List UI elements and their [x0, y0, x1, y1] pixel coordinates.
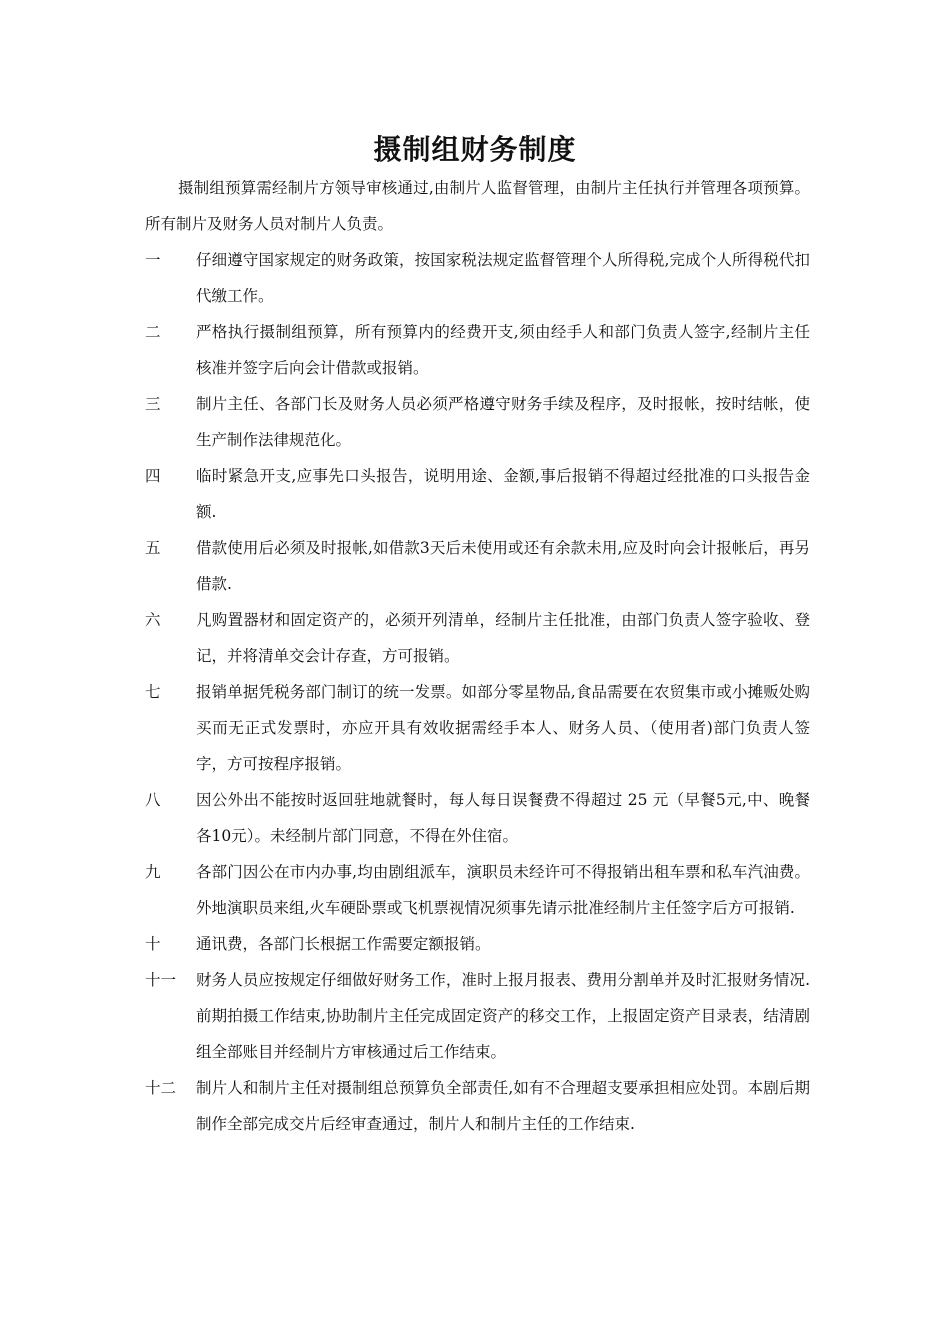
rule-text: 借款使用后必须及时报帐,如借款3天后未使用或还有余款未用,应及时向会计报帐后，再另借款. — [196, 539, 810, 593]
rule-text: 制片人和制片主任对摄制组总预算负全部责任,如有不合理超支要承担相应处罚。本剧后期制作全部完成交片后经审查通过，制片人和制片主任的工作结束. — [196, 1079, 810, 1133]
rule-text: 严格执行摄制组预算，所有预算内的经费开支,须由经手人和部门负责人签字,经制片主任核准并签字后向会计借款或报销。 — [196, 323, 810, 377]
rule-item-8 — [145, 782, 810, 854]
rule-item-11 — [145, 962, 810, 1070]
rule-text: 因公外出不能按时返回驻地就餐时，每人每日误餐费不得超过 25 元（早餐5元,中、晚餐各10元）。未经制片部门同意，不得在外住宿。 — [196, 791, 810, 845]
rule-text: 报销单据凭税务部门制订的统一发票。如部分零星物品,食品需要在农贸集市或小摊贩处购买而无正式发票时，亦应开具有效收据需经手本人、财务人员、（使用者)部门负责人签字，方可按程序报销。 — [196, 683, 810, 773]
rule-text: 仔细遵守国家规定的财务政策，按国家税法规定监督管理个人所得税,完成个人所得税代扣代缴工作。 — [196, 251, 810, 305]
rule-item-7 — [145, 674, 810, 782]
rule-number: 十 — [145, 935, 161, 953]
rule-item-9 — [145, 854, 810, 926]
rule-number: 四 — [145, 467, 161, 485]
document-title: 摄制组财务制度 — [373, 133, 577, 166]
rule-number: 六 — [145, 611, 161, 629]
rule-item-4 — [145, 458, 810, 530]
rule-item-3 — [145, 386, 810, 458]
rules-list — [145, 242, 810, 1142]
rule-number: 三 — [145, 395, 161, 413]
rule-text: 各部门因公在市内办事,均由剧组派车，演职员未经许可不得报销出租车票和私车汽油费。外地演职员来组,火车硬卧票或飞机票视情况须事先请示批准经制片主任签字后方可报销. — [196, 863, 810, 917]
rule-text: 临时紧急开支,应事先口头报告，说明用途、金额,事后报销不得超过经批准的口头报告金额. — [196, 467, 810, 521]
rule-number: 五 — [145, 539, 161, 557]
rule-text: 财务人员应按规定仔细做好财务工作，准时上报月报表、费用分割单并及时汇报财务情况.前期拍摄工作结束,协助制片主任完成固定资产的移交工作，上报固定资产目录表，结清剧组全部账目并经制片方审核通过后工作结束。 — [196, 971, 810, 1061]
rule-item-12 — [145, 1070, 810, 1142]
rule-number: 七 — [145, 683, 161, 701]
rule-number: 二 — [145, 323, 161, 341]
rule-item-6 — [145, 602, 810, 674]
rule-number: 十一 — [145, 971, 177, 989]
rule-text: 制片主任、各部门长及财务人员必须严格遵守财务手续及程序，及时报帐，按时结帐，使生产制作法律规范化。 — [196, 395, 810, 449]
rule-number: 一 — [145, 251, 161, 269]
intro-paragraph: 摄制组预算需经制片方领导审核通过,由制片人监督管理，由制片主任执行并管理各项预算。所有制片及财务人员对制片人负责。 — [145, 179, 810, 233]
rule-text: 通讯费，各部门长根据工作需要定额报销。 — [196, 935, 491, 953]
rule-item-10 — [145, 926, 810, 962]
rule-text: 凡购置器材和固定资产的，必须开列清单，经制片主任批准，由部门负责人签字验收、登记，并将清单交会计存查，方可报销。 — [196, 611, 810, 665]
rule-item-1 — [145, 242, 810, 314]
rule-item-2 — [145, 314, 810, 386]
rule-number: 九 — [145, 863, 161, 881]
rule-item-5 — [145, 530, 810, 602]
rule-number: 十二 — [145, 1079, 177, 1097]
rule-number: 八 — [145, 791, 161, 809]
